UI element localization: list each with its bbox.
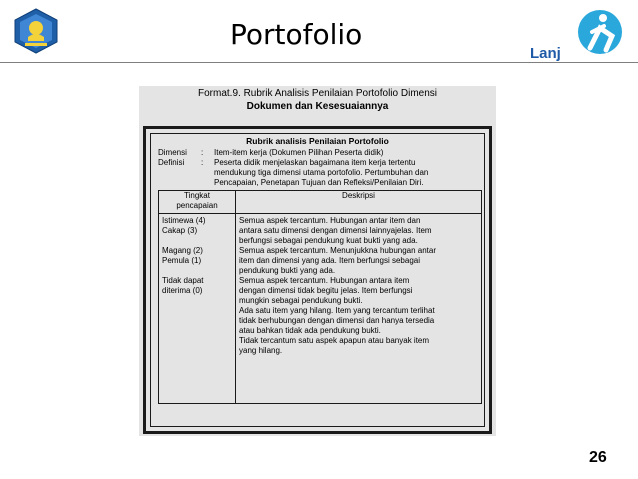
- rubric-inner-frame: [150, 133, 485, 427]
- document-subheading: Dokumen dan Kesesuaiannya: [246, 101, 389, 112]
- description-line: mungkin sebagai pendukung bukti.: [239, 296, 363, 305]
- level-item: diterima (0): [162, 286, 203, 295]
- rubric-table-row: [159, 214, 482, 404]
- level-item: [162, 266, 232, 276]
- dimensi-colon: :: [201, 148, 204, 157]
- level-item: [162, 236, 232, 246]
- rubric-frame: [143, 126, 492, 434]
- dimensi-label: Dimensi: [158, 148, 187, 157]
- description-line: pendukung bukti yang ada.: [239, 266, 336, 275]
- definisi-line: Peserta didik menjelaskan bagaimana item kerja tertentu: [214, 158, 416, 167]
- description-line: Semua aspek tercantum. Hubungan antar item dan: [239, 216, 421, 225]
- rubric-table-header: [159, 191, 482, 214]
- page-number: 26: [589, 449, 607, 466]
- description-line: dengan dimensi tidak begitu jelas. Item berfungsi: [239, 286, 413, 295]
- level-item: Pemula (1): [162, 256, 202, 265]
- description-line: atau bahkan tidak ada pendukung bukti.: [239, 326, 381, 335]
- definisi-line: Pencapaian, Penetapan Tujuan dan Refleksi/Penilaian Diri.: [214, 178, 424, 187]
- description-line: berfungsi sebagai pendukung kuat bukti yang ada.: [239, 236, 418, 245]
- title-divider: [0, 62, 638, 63]
- level-item: Magang (2): [162, 246, 203, 255]
- definisi-colon: :: [201, 158, 204, 167]
- description-cell: [236, 214, 482, 404]
- rubric-title: Rubrik analisis Penilaian Portofolio: [246, 136, 389, 146]
- description-line: Tidak tercantum satu aspek apapun atau banyak item: [239, 336, 430, 345]
- description-line: Ada satu item yang hilang. Item yang tercantum terlihat: [239, 306, 435, 315]
- description-line: Semua aspek tercantum. Hubungan antara item: [239, 276, 410, 285]
- description-line: antara satu dimensi dengan dimensi lainnyajelas. Item: [239, 226, 432, 235]
- definisi-text: [214, 158, 484, 188]
- definisi-line: mendukung tiga dimensi utama portofolio. Pertumbuhan dan: [214, 168, 429, 177]
- description-line: Semua aspek tercantum. Menunjukkna hubungan antar: [239, 246, 437, 255]
- header-level-line: Tingkat: [184, 191, 210, 200]
- level-item: Istimewa (4): [162, 216, 206, 225]
- header-level: [159, 191, 236, 214]
- logo-wordmark: Lanj: [530, 45, 561, 62]
- description-line: yang hilang.: [239, 346, 283, 355]
- level-item: Tidak dapat: [162, 276, 204, 285]
- format-heading: Format.9. Rubrik Analisis Penilaian Portofolio Dimensi: [198, 88, 437, 99]
- dimensi-value: Item-item kerja (Dokumen Pilihan Peserta didik): [214, 148, 384, 157]
- scanned-document: [139, 86, 496, 436]
- level-cell: [159, 214, 236, 404]
- ministry-emblem-logo: [12, 7, 60, 55]
- description-line: tidak berhubungan dengan dimensi dan hanya tersedia: [239, 316, 435, 325]
- definisi-label: Definisi: [158, 158, 185, 167]
- rubric-table: [158, 190, 482, 404]
- header-description: Deskripsi: [236, 191, 482, 214]
- lanjutkan-logo: [530, 6, 630, 66]
- slide-title: Portofolio: [230, 18, 363, 51]
- level-item: Cakap (3): [162, 226, 198, 235]
- header-level-line: pencapaian: [176, 201, 218, 210]
- description-line: item dan dimensi yang ada. Item berfungsi sebagai: [239, 256, 420, 265]
